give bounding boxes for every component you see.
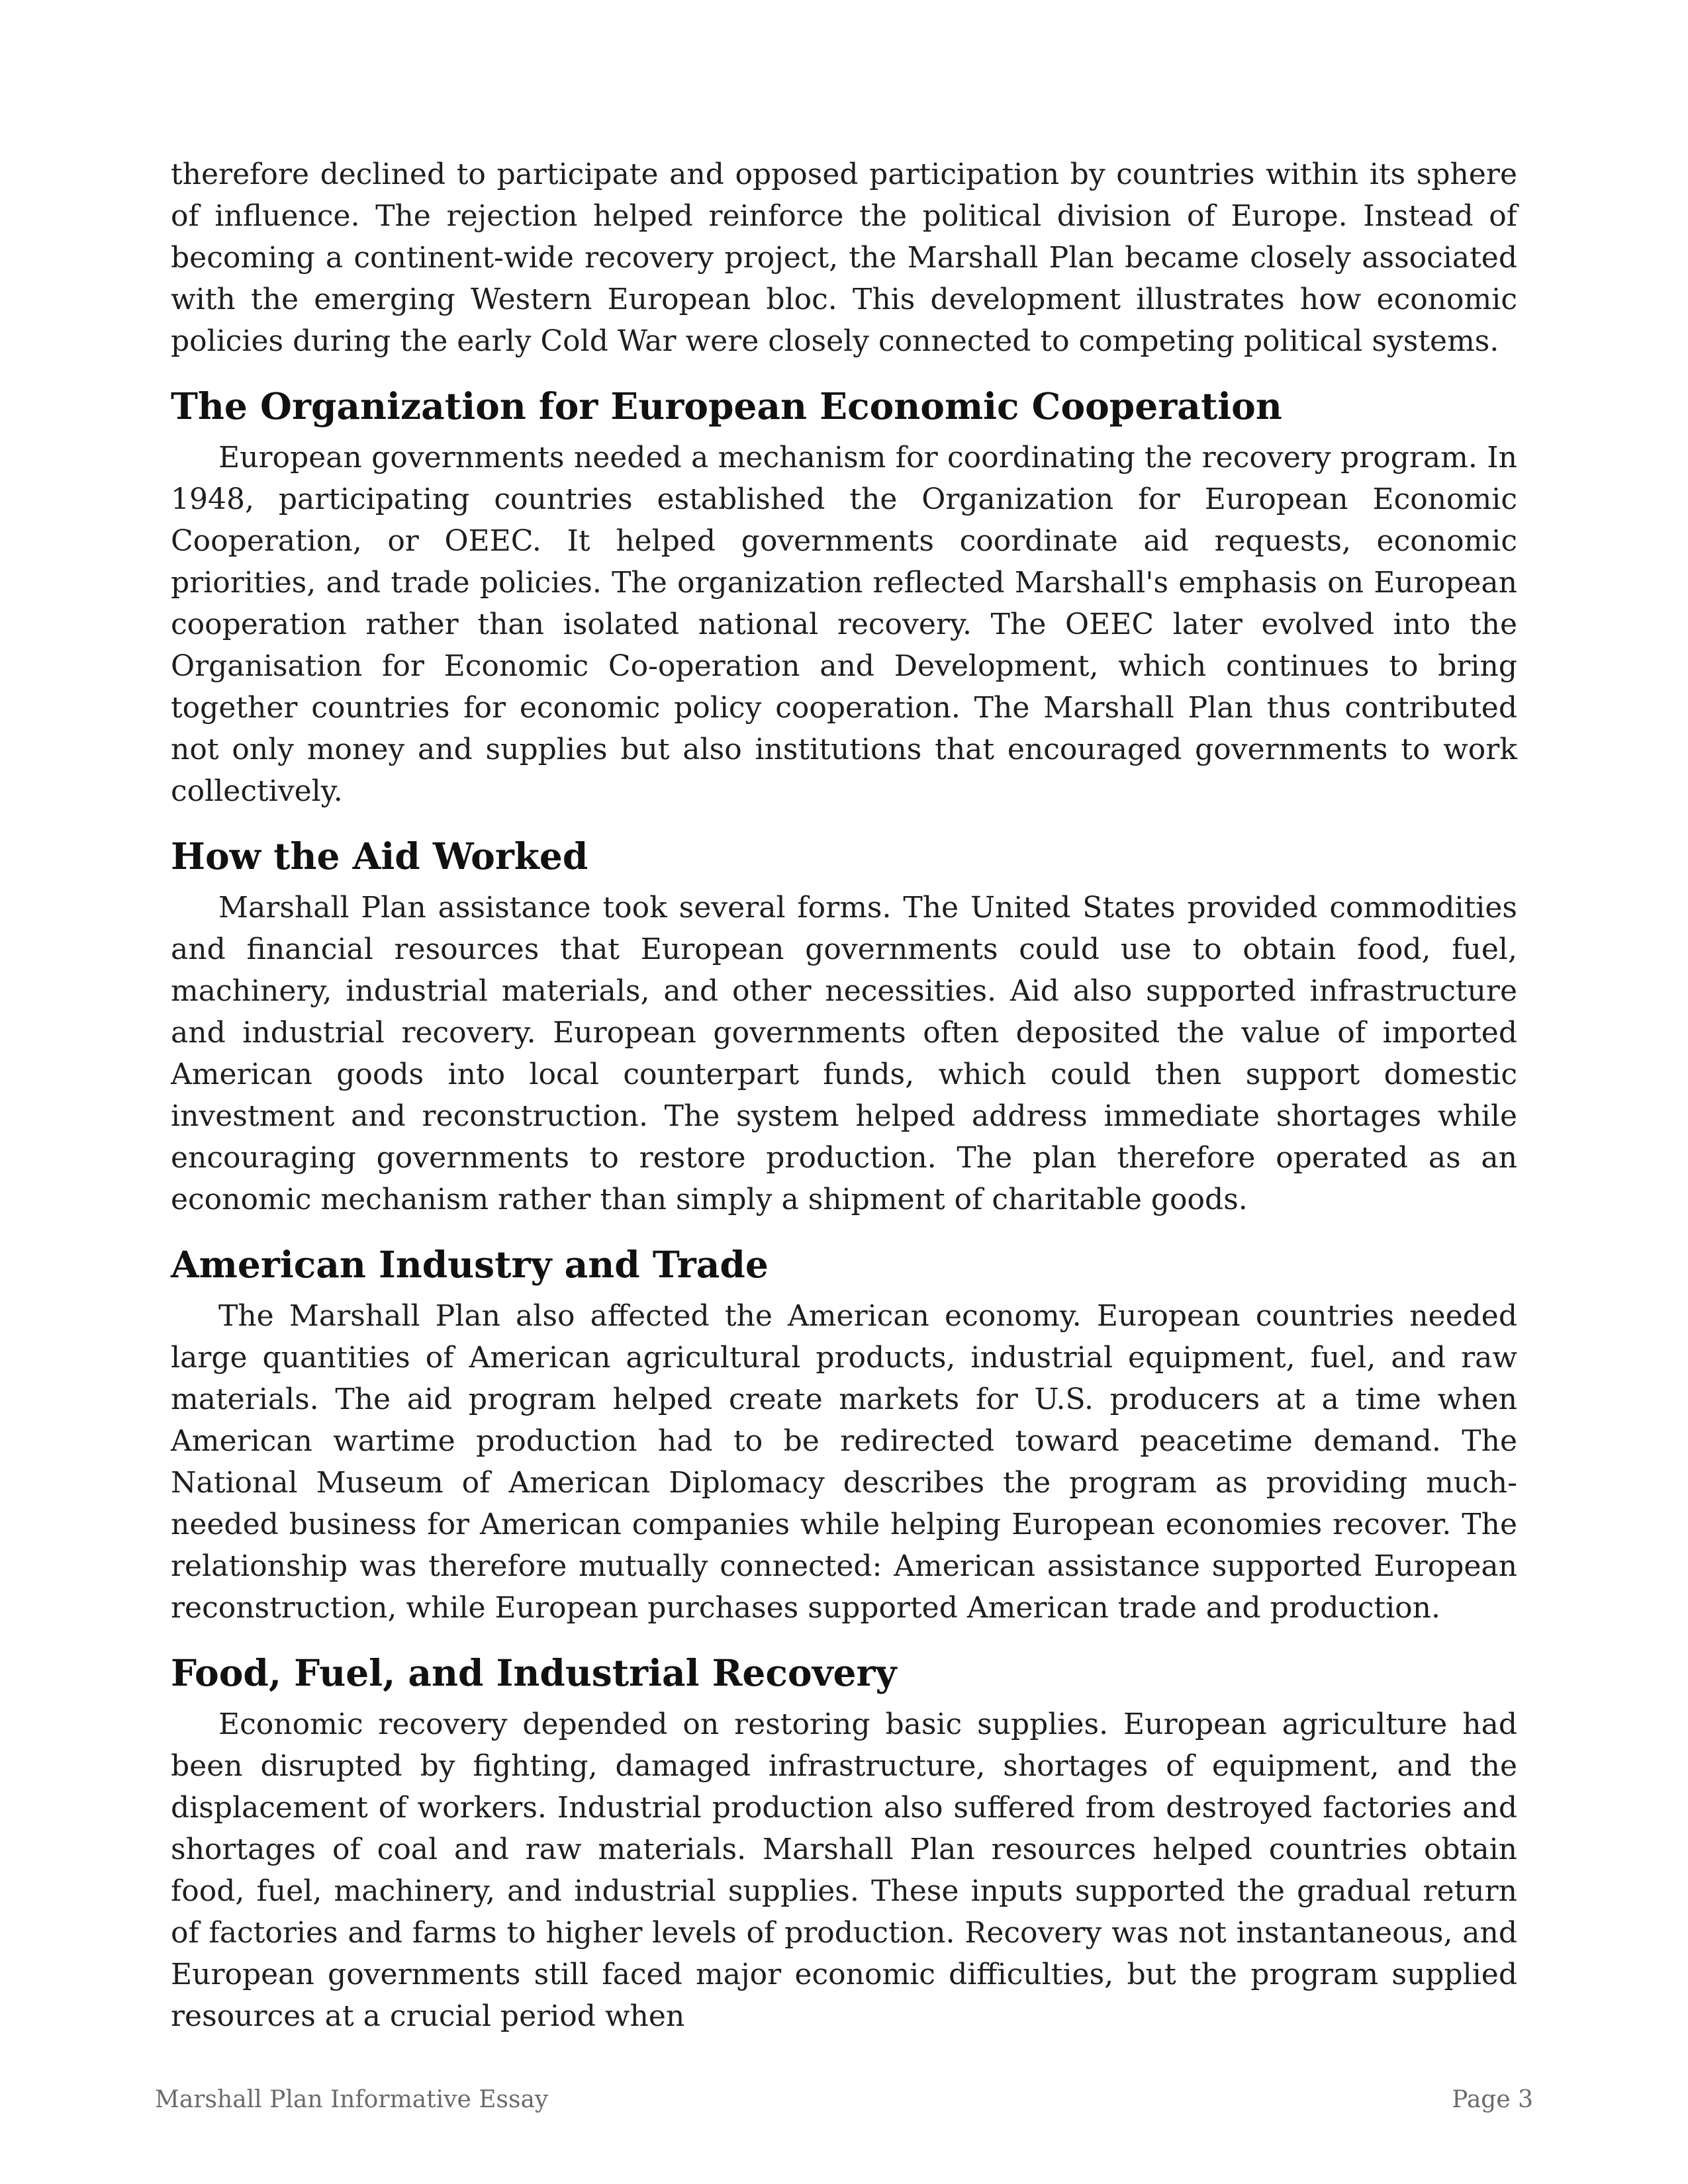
section-food-fuel-recovery <box>171 1649 1517 2037</box>
section-heading: The Organization for European Economic Cooperation <box>171 385 1282 428</box>
document-body <box>171 154 1517 2037</box>
section-heading: American Industry and Trade <box>171 1243 769 1286</box>
page-number: Page 3 <box>1452 2086 1533 2113</box>
section-heading: Food, Fuel, and Industrial Recovery <box>171 1651 897 1694</box>
section-paragraph: European governments needed a mechanism for coordinating the recovery program. In 1948, participating countries established the Organization for European Economic Cooperation, or OEEC. It helped governments coordinate aid requests, economic priorities, and trade policies. The organization reflected Marshall's emphasis on European cooperation rather than isolated national recovery. The OEEC later evolved into the Organisation for Economic Co-operation and Development, which continues to bring together countries for economic policy cooperation. The Marshall Plan thus contributed not only money and supplies but also institutions that encouraged governments to work collectively. <box>171 441 1517 808</box>
section-paragraph: The Marshall Plan also affected the American economy. European countries needed large quantities of American agricultural products, industrial equipment, fuel, and raw materials. The aid program helped create markets for U.S. producers at a time when American wartime production had to be redirected toward peacetime demand. The National Museum of American Diplomacy describes the program as providing much-needed business for American companies while helping European economies recover. The relationship was therefore mutually connected: American assistance supported European reconstruction, while European purchases supported American trade and production. <box>171 1299 1517 1625</box>
continued-paragraph: therefore declined to participate and opposed participation by countries within its sphere of influence. The rejection helped reinforce the political division of Europe. Instead of becoming a continent-wide recovery project, the Marshall Plan became closely associated with the emerging Western European bloc. This development illustrates how economic policies during the early Cold War were closely connected to competing political systems. <box>171 158 1517 358</box>
section-heading: How the Aid Worked <box>171 835 588 878</box>
section-oeec <box>171 383 1517 812</box>
section-paragraph: Marshall Plan assistance took several forms. The United States provided commodities and financial resources that European governments could use to obtain food, fuel, machinery, industrial materials, and other necessities. Aid also supported infrastructure and industrial recovery. European governments often deposited the value of imported American goods into local counterpart funds, which could then support domestic investment and reconstruction. The system helped address immediate shortages while encouraging governments to restore production. The plan therefore operated as an economic mechanism rather than simply a shipment of charitable goods. <box>171 891 1517 1216</box>
section-paragraph: Economic recovery depended on restoring basic supplies. European agriculture had been disrupted by fighting, damaged infrastructure, shortages of equipment, and the displacement of workers. Industrial production also suffered from destroyed factories and shortages of coal and raw materials. Marshall Plan resources helped countries obtain food, fuel, machinery, and industrial supplies. These inputs supported the gradual return of factories and farms to higher levels of production. Recovery was not instantaneous, and European governments still faced major economic difficulties, but the program supplied resources at a crucial period when <box>171 1707 1517 2033</box>
section-american-industry <box>171 1241 1517 1629</box>
footer-title: Marshall Plan Informative Essay <box>155 2086 549 2113</box>
section-how-aid-worked <box>171 833 1517 1220</box>
